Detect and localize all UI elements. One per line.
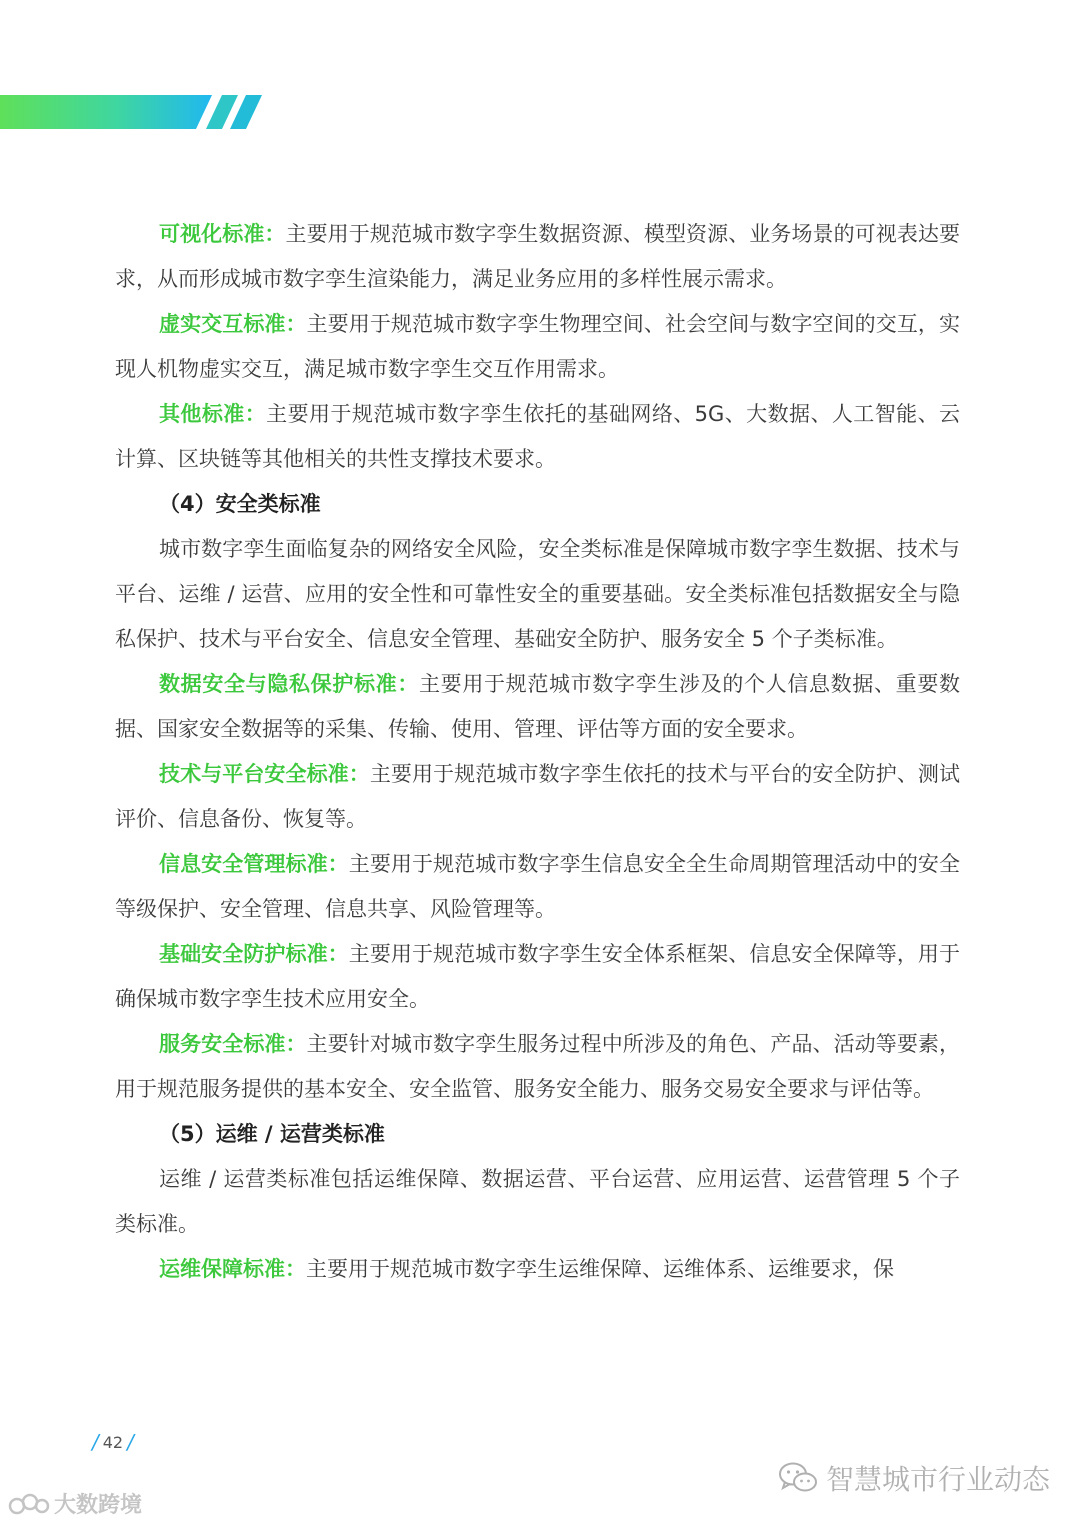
brand-watermark-text: 大数跨境 [54,1493,143,1518]
paragraph-service-security-standard [115,1022,960,1112]
section-heading-security: （4）安全类标准 [159,492,321,516]
paragraph-text: 城市数字孪生面临复杂的网络安全风险，安全类标准是保障城市数字孪生数据、技术与平台、运维 / 运营、应用的安全性和可靠性安全的重要基础。安全类标准包括数据安全与隐私保护、技术与平台安全、信息安全管理、基础安全防护、服务安全 5 个子类标准。 [115,537,960,651]
paragraph-basic-security-protection-standard [115,932,960,1022]
term-label: 可视化标准： [159,222,286,246]
paragraph-tech-platform-security-standard [115,752,960,842]
term-label: 运维保障标准： [159,1257,306,1281]
wechat-watermark [778,1458,1050,1498]
paragraph-visualization-standard [115,212,960,302]
paragraph-text: 运维 / 运营类标准包括运维保障、数据运营、平台运营、应用运营、运营管理 5 个子类标准。 [115,1167,960,1236]
brand-watermark [8,1488,142,1519]
wechat-account-name: 智慧城市行业动态 [825,1463,1050,1496]
term-label: 其他标准： [159,402,267,426]
term-label: 虚实交互标准： [159,312,307,336]
paragraph-info-security-management-standard [115,842,960,932]
slash-decoration-right: / [127,1430,134,1454]
paragraph-text: 主要用于规范城市数字孪生安全体系框架、信息安全保障等，用于确保城市数字孪生技术应用安全。 [115,942,961,1011]
paragraph-text: 主要用于规范城市数字孪生涉及的个人信息数据、重要数据、国家安全数据等的采集、传输、使用、管理、评估等方面的安全要求。 [115,672,960,741]
slash-decoration-left: / [92,1430,99,1454]
paragraph-other-standard [115,392,960,482]
paragraph-data-privacy-standard [115,662,960,752]
page-number-value: 42 [102,1432,124,1452]
document-body [115,212,960,1292]
term-label: 数据安全与隐私保护标准： [159,672,419,696]
brand-logo-icon [8,1491,50,1517]
term-label: 基础安全防护标准： [159,942,349,966]
paragraph-text: 主要用于规范城市数字孪生运维保障、运维体系、运维要求，保 [306,1257,894,1281]
wechat-icon [778,1461,818,1495]
term-label: 服务安全标准： [159,1032,307,1056]
paragraph-text: 主要用于规范城市数字孪生依托的技术与平台的安全防护、测试评价、信息备份、恢复等。 [115,762,960,831]
paragraph-text: 主要用于规范城市数字孪生信息安全全生命周期管理活动中的安全等级保护、安全管理、信息共享、风险管理等。 [115,852,961,921]
paragraph-text: 主要用于规范城市数字孪生数据资源、模型资源、业务场景的可视表达要求，从而形成城市数字孪生渲染能力，满足业务应用的多样性展示需求。 [115,222,961,291]
term-label: 信息安全管理标准： [159,852,349,876]
paragraph-ops-guarantee-standard [115,1247,960,1292]
paragraph-text: 主要用于规范城市数字孪生依托的基础网络、5G、大数据、人工智能、云计算、区块链等其他相关的共性支撑技术要求。 [115,402,960,471]
paragraph-security-intro [115,527,960,662]
paragraph-text: 主要用于规范城市数字孪生物理空间、社会空间与数字空间的交互，实现人机物虚实交互，满足城市数字孪生交互作用需求。 [115,312,961,381]
section-heading-operations: （5）运维 / 运营类标准 [159,1122,385,1146]
paragraph-virtual-real-interaction-standard [115,302,960,392]
paragraph-text: 主要针对城市数字孪生服务过程中所涉及的角色、产品、活动等要素，用于规范服务提供的基本安全、安全监管、服务安全能力、服务交易安全要求与评估等。 [115,1032,961,1101]
term-label: 技术与平台安全标准： [159,762,370,786]
page-number [92,1430,134,1454]
paragraph-operations-intro [115,1157,960,1247]
header-accent-bar [0,95,268,129]
